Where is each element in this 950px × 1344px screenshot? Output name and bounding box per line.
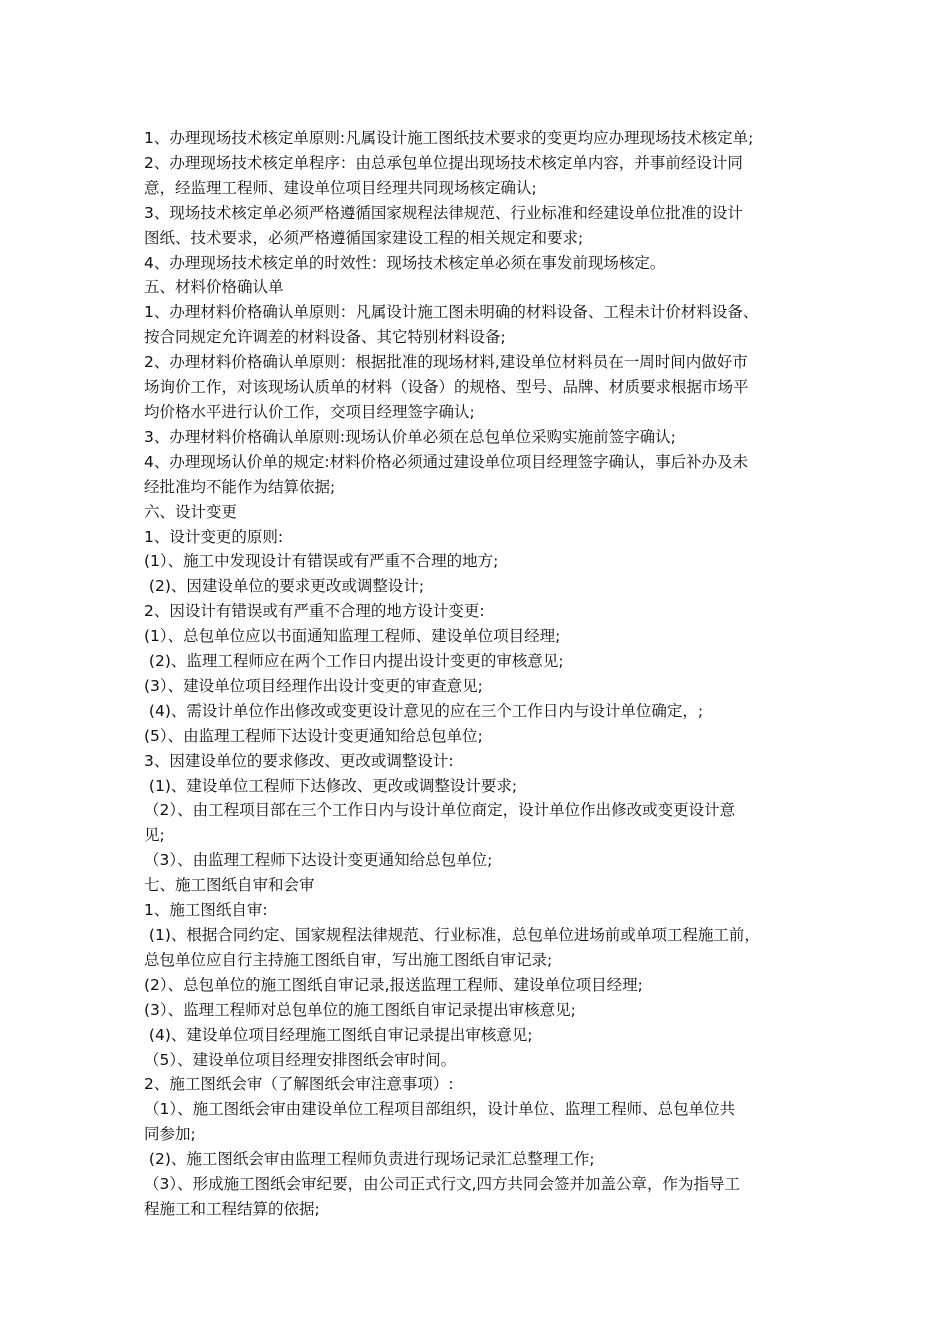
section-heading: 六、设计变更 [144,502,238,521]
text-line: 4、办理现场技术核定单的时效性：现场技术核定单必须在事发前现场核定。 [144,253,666,272]
text-line: 程施工和工程结算的依据; [144,1199,320,1218]
text-line: 1、设计变更的原则: [144,527,284,546]
text-line: 经批准均不能作为结算依据; [144,477,336,496]
text-line: (3）、监理工程师对总包单位的施工图纸自审记录提出审核意见; [144,1000,576,1019]
text-line: (2)、监理工程师应在两个工作日内提出设计变更的审核意见; [144,652,564,671]
text-line: 2、办理材料价格确认单原则：根据批准的现场材料,建设单位材料员在一周时间内做好市 [144,353,748,372]
text-line: 意，经监理工程师、建设单位项目经理共同现场核定确认; [144,178,537,197]
document-body [144,126,824,1222]
text-line: （2）、由工程项目部在三个工作日内与设计单位商定，设计单位作出修改或变更设计意 [144,801,736,820]
text-line: (1)、根据合同约定、国家规程法律规范、行业标准，总包单位进场前或单项工程施工前， [144,926,760,944]
text-line: 场询价工作，对该现场认质单的材料（设备）的规格、型号、品牌、材质要求根据市场平 [144,378,749,397]
text-line: 按合同规定允许调差的材料设备、其它特别材料设备; [144,328,506,347]
text-line: 2、办理现场技术核定单程序：由总承包单位提出现场技术核定单内容，并事前经设计同 [144,153,743,172]
text-line: 见; [144,826,165,845]
text-line: (4)、建设单位项目经理施工图纸自审记录提出审核意见; [144,1025,533,1044]
text-line: 图纸、技术要求，必须严格遵循国家建设工程的相关规定和要求; [144,228,584,247]
text-line: (1)、建设单位工程师下达修改、更改或调整设计要求; [144,776,518,795]
text-line: 均价格水平进行认价工作，交项目经理签字确认; [144,402,475,421]
text-line: 同参加; [144,1125,196,1144]
text-line: 1、办理材料价格确认单原则：凡属设计施工图未明确的材料设备、工程未计价材料设备、 [144,303,759,322]
text-line: （1）、施工图纸会审由建设单位工程项目部组织，设计单位、监理工程师、总包单位共 [144,1100,736,1119]
text-line: 2、因设计有错误或有严重不合理的地方设计变更: [144,602,485,621]
text-line: (1）、施工中发现设计有错误或有严重不合理的地方; [144,552,499,571]
text-line: 3、现场技术核定单必须严格遵循国家规程法律规范、行业标准和经建设单位批准的设计 [144,203,743,222]
section-heading: 五、材料价格确认单 [144,278,284,297]
text-line: (2）、总包单位的施工图纸自审记录,报送监理工程师、建设单位项目经理; [144,975,643,994]
text-line: （3）、由监理工程师下达设计变更通知给总包单位; [144,851,493,870]
text-line: （5）、建设单位项目经理安排图纸会审时间。 [144,1050,457,1069]
section-heading: 七、施工图纸自审和会审 [144,876,315,895]
text-line: （3）、形成施工图纸会审纪要，由公司正式行文,四方共同会签并加盖公章，作为指导工 [144,1175,741,1194]
text-line: (3）、建设单位项目经理作出设计变更的审查意见; [144,676,483,695]
text-line: 3、因建设单位的要求修改、更改或调整设计: [144,751,454,770]
text-line: 4、办理现场认价单的规定:材料价格必须通过建设单位项目经理签字确认，事后补办及未 [144,452,749,471]
text-line: (2)、因建设单位的要求更改或调整设计; [144,577,425,596]
text-line: 3、办理材料价格确认单原则:现场认价单必须在总包单位采购实施前签字确认; [144,427,676,446]
text-line: 1、施工图纸自审: [144,901,268,920]
text-line: (4)、需设计单位作出修改或变更设计意见的应在三个工作日内与设计单位确定，; [144,701,704,720]
text-line: (1）、总包单位应以书面通知监理工程师、建设单位项目经理; [144,627,561,646]
text-line: (2)、施工图纸会审由监理工程师负责进行现场记录汇总整理工作; [144,1150,595,1169]
text-line: (5）、由监理工程师下达设计变更通知给总包单位; [144,726,483,745]
text-line: 总包单位应自行主持施工图纸自审，写出施工图纸自审记录; [144,950,553,969]
text-line: 2、施工图纸会审（了解图纸会审注意事项）: [144,1075,454,1094]
text-line: 1、办理现场技术核定单原则:凡属设计施工图纸技术要求的变更均应办理现场技术核定单; [144,129,754,147]
